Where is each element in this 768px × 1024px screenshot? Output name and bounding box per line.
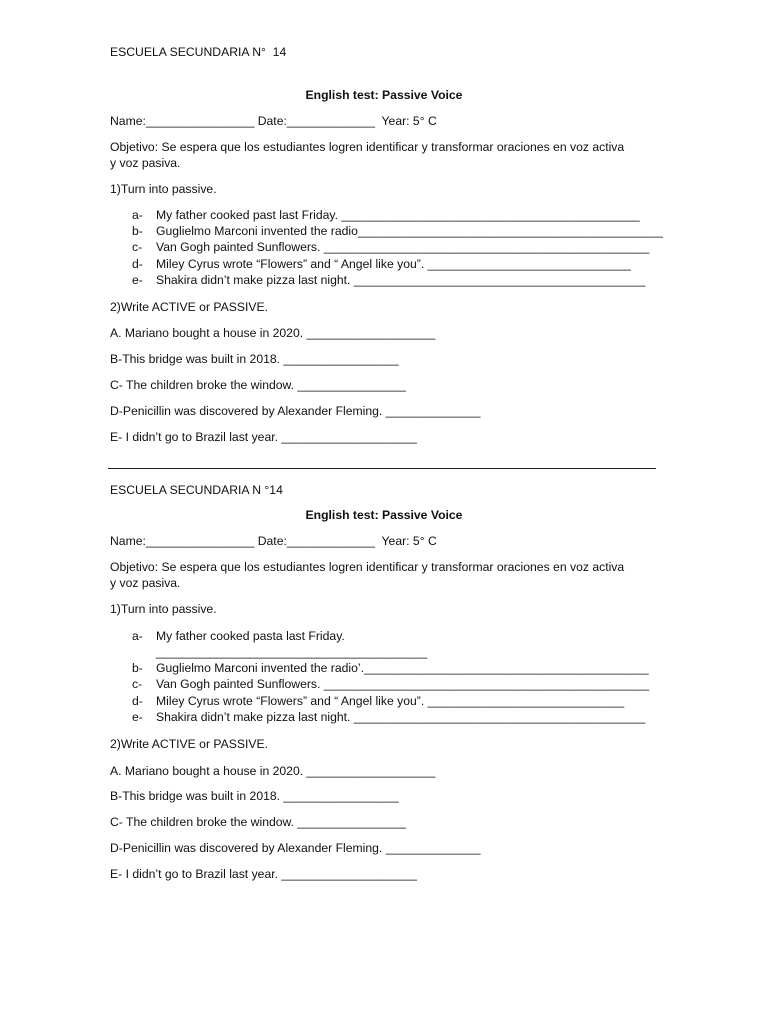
- objective-line-1: Objetivo: Se espera que los estudiantes logren identificar y transformar oraciones en voz activa: [110, 560, 625, 574]
- sentence-item: C- The children broke the window. ________________: [110, 378, 406, 392]
- item-label: d-: [132, 694, 143, 708]
- list-item: [132, 694, 624, 709]
- item-text: Miley Cyrus wrote “Flowers” and “ Angel like you”. _____________________________: [156, 694, 625, 708]
- list-item: [132, 677, 649, 692]
- student-info-line: Name:________________ Date:_____________ Year: 5° C: [110, 114, 437, 128]
- list-item: [132, 224, 663, 239]
- section-2-heading: 2)Write ACTIVE or PASSIVE.: [110, 737, 269, 751]
- sentence-item: C- The children broke the window. ________________: [110, 815, 406, 829]
- item-label: a-: [132, 629, 143, 643]
- item-label: d-: [132, 257, 143, 271]
- objective-line-1: Objetivo: Se espera que los estudiantes logren identificar y transformar oraciones en voz activa: [110, 140, 625, 154]
- school-name: ESCUELA SECUNDARIA N° 14: [110, 45, 287, 59]
- item-label: b-: [132, 224, 143, 238]
- section-1-heading: 1)Turn into passive.: [110, 602, 217, 616]
- item-text: My father cooked past last Friday. ____________________________________________: [156, 208, 640, 222]
- item-label: b-: [132, 661, 143, 675]
- list-item: [132, 240, 649, 255]
- list-item: [132, 273, 645, 288]
- sentence-item: B-This bridge was built in 2018. _________________: [110, 352, 399, 366]
- item-text: Miley Cyrus wrote “Flowers” and “ Angel like you”. ______________________________: [156, 257, 631, 271]
- list-item: [132, 661, 649, 676]
- item-text: Shakira didn’t make pizza last night. ___________________________________________: [156, 273, 646, 287]
- sentence-item: E- I didn’t go to Brazil last year. ____________________: [110, 867, 417, 881]
- test-title: English test: Passive Voice: [305, 88, 463, 102]
- objective-line-2: y voz pasiva.: [110, 576, 181, 590]
- section-2-heading: 2)Write ACTIVE or PASSIVE.: [110, 300, 269, 314]
- item-label: a-: [132, 208, 143, 222]
- sentence-item: A. Mariano bought a house in 2020. ___________________: [110, 326, 436, 340]
- item-text: Van Gogh painted Sunflowers. ________________________________________________: [156, 240, 650, 254]
- sentence-item: D-Penicillin was discovered by Alexander Fleming. ______________: [110, 841, 481, 855]
- list-item: [132, 208, 640, 223]
- item-text: Guglielmo Marconi invented the radio’.__________________________________________: [156, 661, 649, 675]
- sentence-item: E- I didn’t go to Brazil last year. ____________________: [110, 430, 417, 444]
- item-text: Guglielmo Marconi invented the radio_____________________________________________: [156, 224, 663, 238]
- item-label: e-: [132, 273, 143, 287]
- student-info-line: Name:________________ Date:_____________ Year: 5° C: [110, 534, 437, 548]
- separator-line: [108, 468, 656, 469]
- sentence-item: B-This bridge was built in 2018. _________________: [110, 789, 399, 803]
- item-text: Van Gogh painted Sunflowers. ________________________________________________: [156, 677, 650, 691]
- item-label: e-: [132, 710, 143, 724]
- item-text: Shakira didn’t make pizza last night. ___________________________________________: [156, 710, 646, 724]
- test-title: English test: Passive Voice: [305, 508, 463, 522]
- list-item: [132, 710, 645, 725]
- list-item: [132, 257, 631, 272]
- item-label: c-: [132, 677, 143, 691]
- sentence-item: A. Mariano bought a house in 2020. ___________________: [110, 764, 436, 778]
- item-label: c-: [132, 240, 143, 254]
- objective-line-2: y voz pasiva.: [110, 156, 181, 170]
- school-name: ESCUELA SECUNDARIA N °14: [110, 483, 283, 497]
- sentence-item: D-Penicillin was discovered by Alexander Fleming. ______________: [110, 404, 481, 418]
- answer-blank: ________________________________________: [156, 645, 428, 659]
- list-item: [132, 629, 345, 644]
- item-text: My father cooked pasta last Friday.: [156, 629, 345, 643]
- section-1-heading: 1)Turn into passive.: [110, 182, 217, 196]
